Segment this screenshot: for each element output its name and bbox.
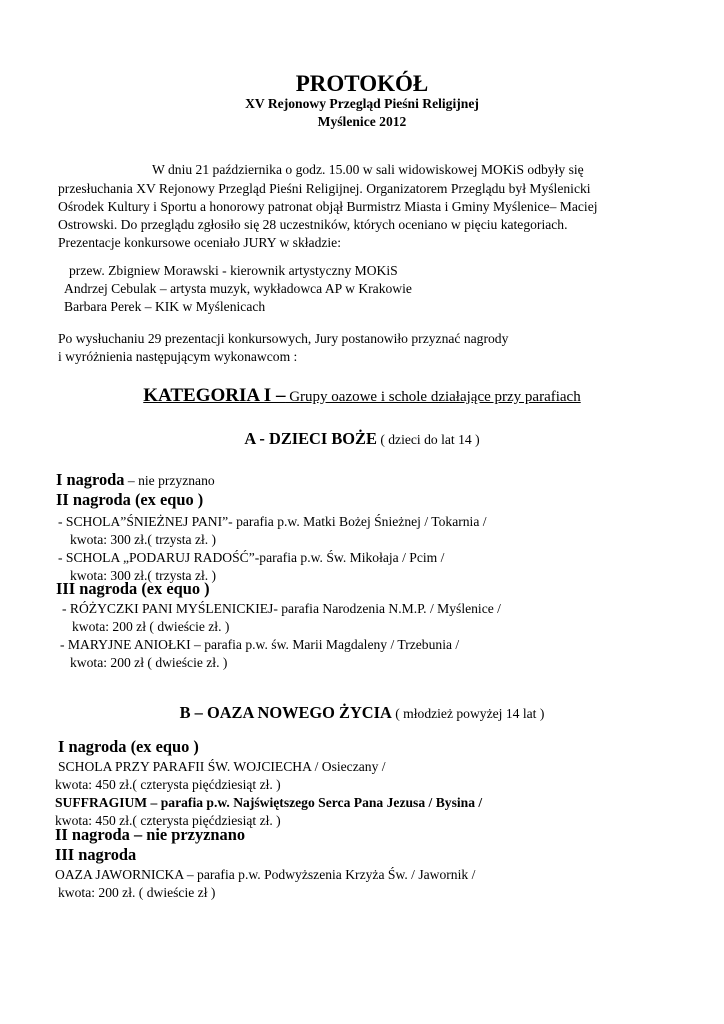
intro-line: Ostrowski. Do przeglądu zgłosiło się 28 uczestników, których oceniano w pięciu kategoriach. — [58, 217, 568, 232]
winner-line: - SCHOLA „PODARUJ RADOŚĆ”-parafia p.w. Św. Mikołaja / Pcim / — [58, 550, 445, 565]
section-a-heading-rest: ( dzieci do lat 14 ) — [376, 432, 480, 447]
prize-note: – nie przyznano — [124, 473, 215, 488]
prize-amount: kwota: 200 zł ( dwieście zł. ) — [70, 655, 228, 670]
jury-member: przew. Zbigniew Morawski - kierownik artystyczny MOKiS — [69, 263, 398, 278]
category-heading-bold: KATEGORIA I – — [143, 385, 286, 406]
intro-line: Prezentacje konkursowe oceniało JURY w składzie: — [58, 235, 341, 250]
winner-line: SUFFRAGIUM – parafia p.w. Najświętszego Serca Pana Jezusa / Bysina / — [55, 795, 483, 810]
intro-line: W dniu 21 października o godz. 15.00 w sali widowiskowej MOKiS odbyły się — [152, 162, 584, 177]
winner-line: - SCHOLA”ŚNIEŻNEJ PANI”- parafia p.w. Matki Bożej Śnieżnej / Tokarnia / — [58, 514, 487, 529]
section-a-heading-bold: A - DZIECI BOŻE — [244, 429, 377, 448]
document-place-year: Myślenice 2012 — [317, 114, 407, 129]
section-b-prize3-title: III nagroda — [55, 845, 137, 864]
section-b-heading-bold: B – OAZA NOWEGO ŻYCIA — [179, 703, 392, 722]
decision-line: Po wysłuchaniu 29 prezentacji konkursowych, Jury postanowiło przyznać nagrody — [58, 331, 509, 346]
jury-member: Barbara Perek – KIK w Myślenicach — [64, 299, 266, 314]
intro-line: Ośrodek Kultury i Sportu a honorowy patronat objął Burmistrz Miasta i Gminy Myślenice– Maciej — [58, 199, 598, 214]
winner-line: - MARYJNE ANIOŁKI – parafia p.w. św. Marii Magdaleny / Trzebunia / — [60, 637, 460, 652]
category-heading — [0, 385, 724, 407]
section-a-prize2-title: II nagroda (ex equo ) — [56, 490, 204, 509]
prize-amount: kwota: 200 zł ( dwieście zł. ) — [72, 619, 230, 634]
section-b-heading — [0, 704, 724, 723]
section-a-prize1 — [56, 471, 215, 490]
winner-line: - RÓŻYCZKI PANI MYŚLENICKIEJ- parafia Narodzenia N.M.P. / Myślenice / — [62, 601, 501, 616]
prize-amount: kwota: 300 zł.( trzysta zł. ) — [70, 532, 217, 547]
prize-amount: kwota: 450 zł.( czterysta pięćdziesiąt zł. ) — [55, 777, 281, 792]
document-subtitle: XV Rejonowy Przegląd Pieśni Religijnej — [245, 96, 479, 111]
prize-title: I nagroda — [56, 470, 125, 489]
prize-amount: kwota: 200 zł. ( dwieście zł ) — [58, 885, 216, 900]
section-b-prize2-title: II nagroda – nie przyznano — [55, 825, 246, 844]
intro-line: przesłuchania XV Rejonowy Przegląd Pieśni Religijnej. Organizatorem Przeglądu był Myślenicki — [58, 181, 591, 196]
winner-line: SCHOLA PRZY PARAFII ŚW. WOJCIECHA / Osieczany / — [58, 759, 386, 774]
section-b-prize1-title: I nagroda (ex equo ) — [58, 737, 199, 756]
section-b-heading-rest: ( młodzież powyżej 14 lat ) — [391, 706, 545, 721]
category-heading-rest: Grupy oazowe i schole działające przy parafiach — [285, 389, 581, 405]
document-title: PROTOKÓŁ — [295, 71, 429, 96]
section-a-heading — [0, 430, 724, 449]
prize-amount: kwota: 450 zł.( czterysta pięćdziesiąt zł. ) — [55, 813, 281, 828]
winner-line: OAZA JAWORNICKA – parafia p.w. Podwyższenia Krzyża Św. / Jawornik / — [55, 867, 476, 882]
decision-line: i wyróżnienia następującym wykonawcom : — [58, 349, 298, 364]
prize-amount: kwota: 300 zł.( trzysta zł. ) — [70, 568, 217, 583]
jury-member: Andrzej Cebulak – artysta muzyk, wykładowca AP w Krakowie — [64, 281, 412, 296]
section-a-prize3-title: III nagroda (ex equo ) — [56, 579, 210, 598]
